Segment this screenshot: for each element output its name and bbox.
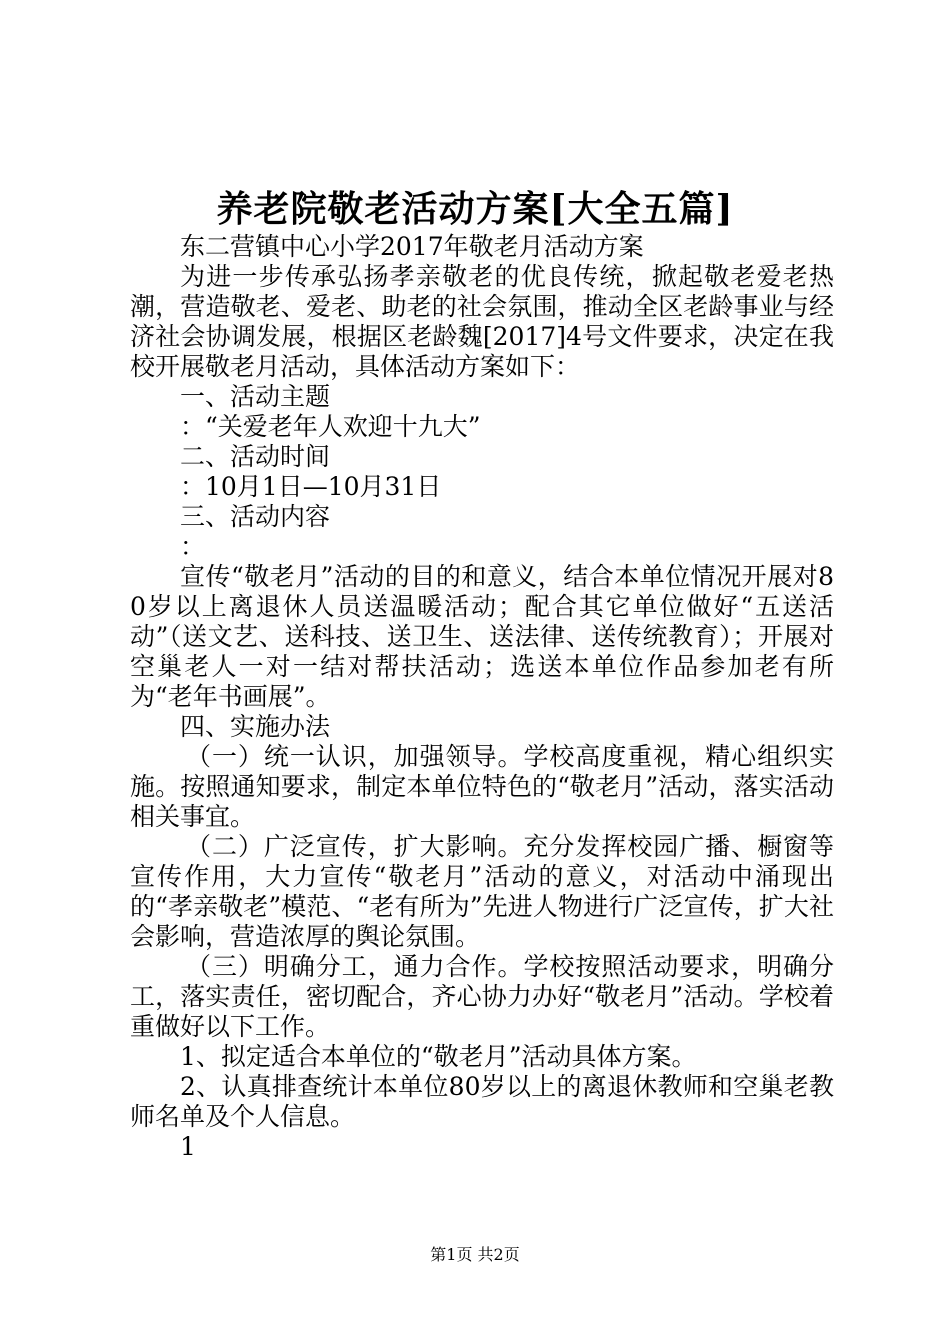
method-item-2: （二）广泛宣传，扩大影响。充分发挥校园广播、橱窗等宣传作用，大力宣传“敬老月”活动的意义，对活动中涌现出的“孝亲敬老”模范、“老有所为”先进人物进行广泛宣传，扩大社会影响，营造浓厚的舆论氛围。 <box>130 832 834 951</box>
intro-paragraph: 为进一步传承弘扬孝亲敬老的优良传统，掀起敬老爱老热潮，营造敬老、爱老、助老的社会氛围，推动全区老龄事业与经济社会协调发展，根据区老龄魏[2017]4号文件要求，决定在我校开展敬老月活动，具体活动方案如下： <box>130 262 834 381</box>
content-colon: ： <box>180 532 206 561</box>
document-title: 养老院敬老活动方案[大全五篇] <box>216 188 734 230</box>
time-text: ：10月1日—10月31日 <box>180 472 442 501</box>
section-heading-methods: 四、实施办法 <box>180 712 331 741</box>
school-plan-heading: 东二营镇中心小学2017年敬老月活动方案 <box>180 232 644 261</box>
page-number-inline: 1 <box>180 1132 196 1161</box>
method-item-3: （三）明确分工，通力合作。学校按照活动要求，明确分工，落实责任，密切配合，齐心协力办好“敬老月”活动。学校着重做好以下工作。 <box>130 952 834 1041</box>
section-heading-time: 二、活动时间 <box>180 442 331 471</box>
work-item-1: 1、拟定适合本单位的“敬老月”活动具体方案。 <box>180 1042 697 1071</box>
work-item-2: 2、认真排查统计本单位80岁以上的离退休教师和空巢老教师名单及个人信息。 <box>130 1072 834 1131</box>
section-heading-theme: 一、活动主题 <box>180 382 331 411</box>
document-body <box>130 232 834 1162</box>
theme-text: ：“关爱老年人欢迎十九大” <box>180 412 481 441</box>
method-item-1: （一）统一认识，加强领导。学校高度重视，精心组织实施。按照通知要求，制定本单位特色的“敬老月”活动，落实活动相关事宜。 <box>130 742 834 831</box>
section-heading-content: 三、活动内容 <box>180 502 331 531</box>
page-footer: 第1页 共2页 <box>430 1245 520 1264</box>
content-paragraph: 宣传“敬老月”活动的目的和意义，结合本单位情况开展对80岁以上离退休人员送温暖活动；配合其它单位做好“五送活动”（送文艺、送科技、送卫生、送法律、送传统教育）；开展对空巢老人一对一结对帮扶活动；选送本单位作品参加老有所为“老年书画展”。 <box>130 562 834 711</box>
